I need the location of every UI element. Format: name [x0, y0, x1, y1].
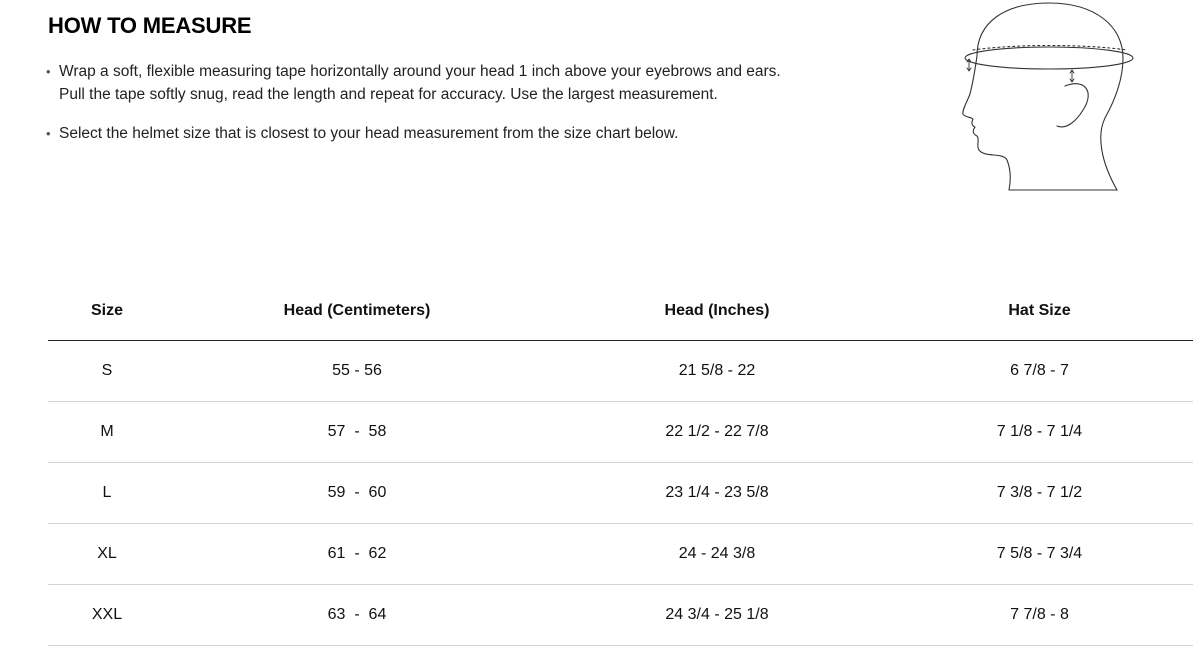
hat-size-cell: 7 3/8 - 7 1/2 [886, 463, 1193, 524]
head-cm-cell: 55 - 56 [166, 341, 548, 402]
head-cm-cell: 57 - 58 [166, 402, 548, 463]
head-measurement-illustration-icon [955, 0, 1140, 195]
table-row [48, 463, 1193, 524]
head-cm-cell: 59 - 60 [166, 463, 548, 524]
column-header-hat-size: Hat Size [886, 281, 1193, 341]
hat-size-cell: 7 7/8 - 8 [886, 585, 1193, 646]
hat-size-cell: 7 1/8 - 7 1/4 [886, 402, 1193, 463]
bullet-icon: • [46, 126, 51, 141]
size-cell: XL [48, 524, 166, 585]
table-row [48, 341, 1193, 402]
table-row [48, 585, 1193, 646]
head-inches-cell: 22 1/2 - 22 7/8 [548, 402, 886, 463]
table-header-row [48, 281, 1193, 341]
page-title: HOW TO MEASURE [48, 13, 252, 38]
instruction-text: Select the helmet size that is closest to your head measurement from the size chart below. [59, 125, 679, 142]
instruction-list [46, 60, 786, 161]
size-cell: XXL [48, 585, 166, 646]
instruction-text: Wrap a soft, flexible measuring tape horizontally around your head 1 inch above your eyebrows and ears. Pull the tape softly snug, read the length and repeat for accuracy. Use the largest measurement. [59, 63, 781, 103]
head-inches-cell: 24 - 24 3/8 [548, 524, 886, 585]
head-inches-cell: 21 5/8 - 22 [548, 341, 886, 402]
table-row [48, 402, 1193, 463]
size-chart-table [48, 281, 1193, 646]
size-cell: M [48, 402, 166, 463]
head-cm-cell: 61 - 62 [166, 524, 548, 585]
bullet-icon: • [46, 64, 51, 79]
size-cell: S [48, 341, 166, 402]
column-header-head-cm: Head (Centimeters) [166, 281, 548, 341]
head-inches-cell: 24 3/4 - 25 1/8 [548, 585, 886, 646]
table-row [48, 524, 1193, 585]
column-header-head-inches: Head (Inches) [548, 281, 886, 341]
hat-size-cell: 7 5/8 - 7 3/4 [886, 524, 1193, 585]
head-inches-cell: 23 1/4 - 23 5/8 [548, 463, 886, 524]
size-cell: L [48, 463, 166, 524]
head-cm-cell: 63 - 64 [166, 585, 548, 646]
hat-size-cell: 6 7/8 - 7 [886, 341, 1193, 402]
column-header-size: Size [48, 281, 166, 341]
instruction-item [46, 60, 786, 106]
instruction-item [46, 122, 786, 145]
